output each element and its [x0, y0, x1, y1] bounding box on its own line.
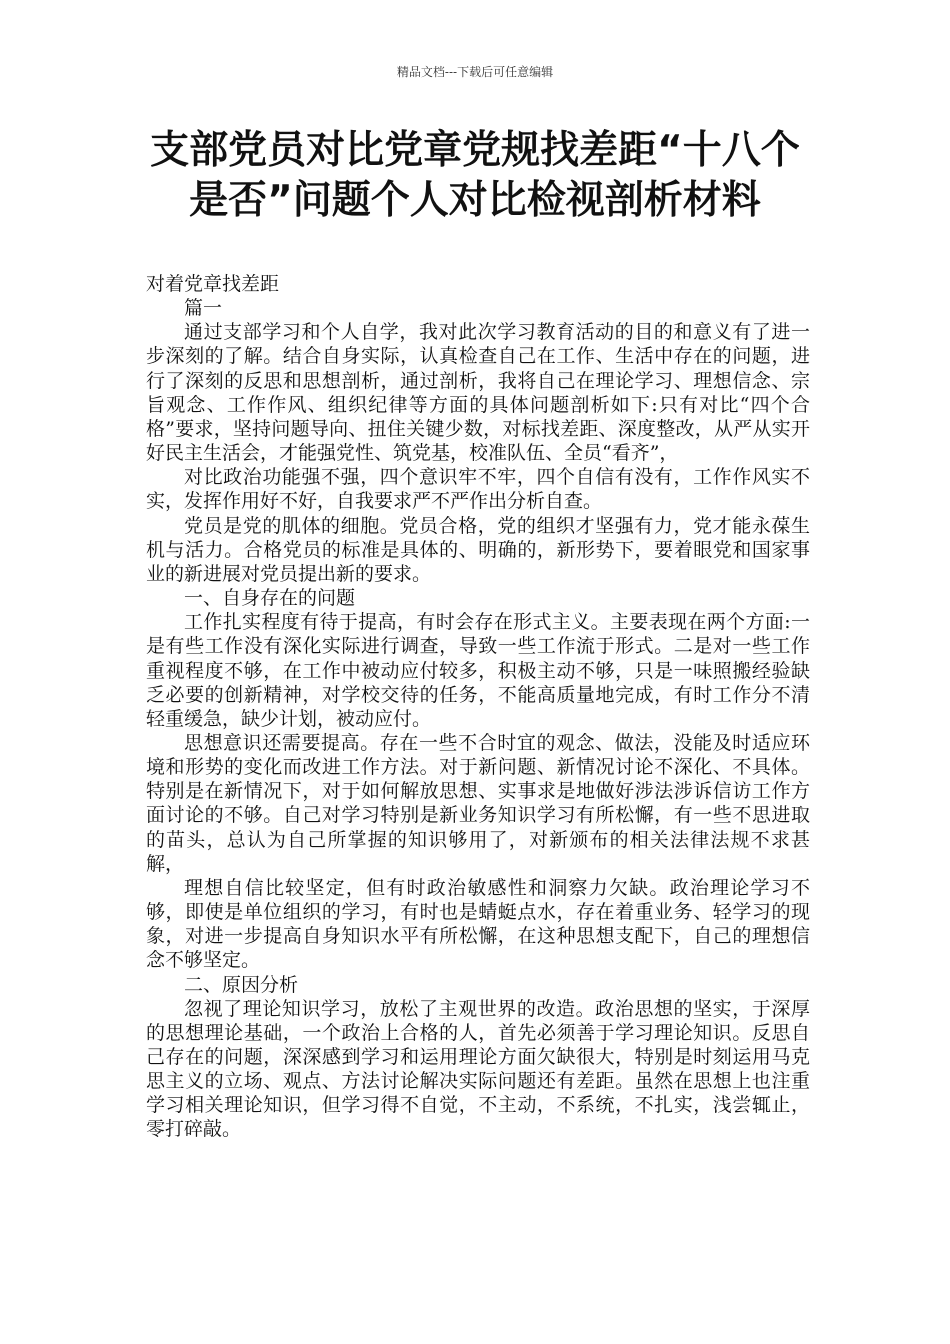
title-line-1: 支部党员对比党章党规找差距“十八个 [150, 128, 800, 173]
header-note: 精品文档---下载后可任意编辑 [396, 65, 554, 79]
paragraph-heading: 对着党章找差距 [146, 273, 280, 295]
document-title [120, 126, 830, 226]
paragraph-subheading: 篇一 [184, 297, 223, 320]
document-body [146, 272, 810, 1142]
paragraph: 忽视了理论知识学习，放松了主观世界的改造。政治思想的坚实，于深厚的思想理论基础，一个政治上合格的人，首先必须善于学习理论知识。反思自己存在的问题，深深感到学习和运用理论方面欠缺很大，特别是时刻运用马克思主义的立场、观点、方法讨论解决实际问题还有差距。虽然在思想上也注重学习相关理论知识，但学习得不自觉，不主动，不系统，不扎实，浅尝辄止，零打碎敲。 [146, 997, 810, 1141]
paragraph: 党员是党的肌体的细胞。党员合格，党的组织才坚强有力，党才能永葆生机与活力。合格党员的标准是具体的、明确的，新形势下，要着眼党和国家事业的新进展对党员提出新的要求。 [146, 514, 810, 585]
paragraph: 通过支部学习和个人自学，我对此次学习教育活动的目的和意义有了进一步深刻的了解。结合自身实际，认真检查自己在工作、生活中存在的问题，进行了深刻的反思和思想剖析，通过剖析，我将自己在理论学习、理想信念、宗旨观念、工作作风、组织纪律等方面的具体问题剖析如下:只有对比“四个合格”要求，坚持问题导向、扭住关键少数，对标找差距、深度整改，从严从实开好民主生活会，才能强党性、筑党基，校准队伍、全员“看齐”， [146, 321, 810, 465]
paragraph: 对比政治功能强不强，四个意识牢不牢，四个自信有没有，工作作风实不实，发挥作用好不好，自我要求严不严作出分析自查。 [146, 466, 810, 513]
section-heading: 二、原因分析 [184, 973, 299, 996]
paragraph: 工作扎实程度有待于提高，有时会存在形式主义。主要表现在两个方面:一是有些工作没有深化实际进行调查，导致一些工作流于形式。二是对一些工作重视程度不够，在工作中被动应付较多，积极主动不够，只是一味照搬经验缺乏必要的创新精神，对学校交待的任务，不能高质量地完成，有时工作分不清轻重缓急，缺少计划，被动应付。 [146, 611, 810, 730]
title-line-2: 是否”问题个人对比检视剖析材料 [189, 178, 761, 223]
section-heading: 一、自身存在的问题 [184, 587, 356, 610]
paragraph: 理想自信比较坚定，但有时政治敏感性和洞察力欠缺。政治理论学习不够，即使是单位组织的学习，有时也是蜻蜓点水，存在着重业务、轻学习的现象，对进一步提高自身知识水平有所松懈，在这种思想支配下，自己的理想信念不够坚定。 [146, 876, 810, 972]
paragraph: 思想意识还需要提高。存在一些不合时宜的观念、做法，没能及时适应环境和形势的变化而改进工作方法。对于新问题、新情况讨论不深化、不具体。特别是在新情况下，对于如何解放思想、实事求是地做好涉法涉诉信访工作方面讨论的不够。自己对学习特别是新业务知识学习有所松懈，有一些不思进取的苗头，总认为自己所掌握的知识够用了，对新颁布的相关法律法规不求甚解， [146, 731, 810, 875]
